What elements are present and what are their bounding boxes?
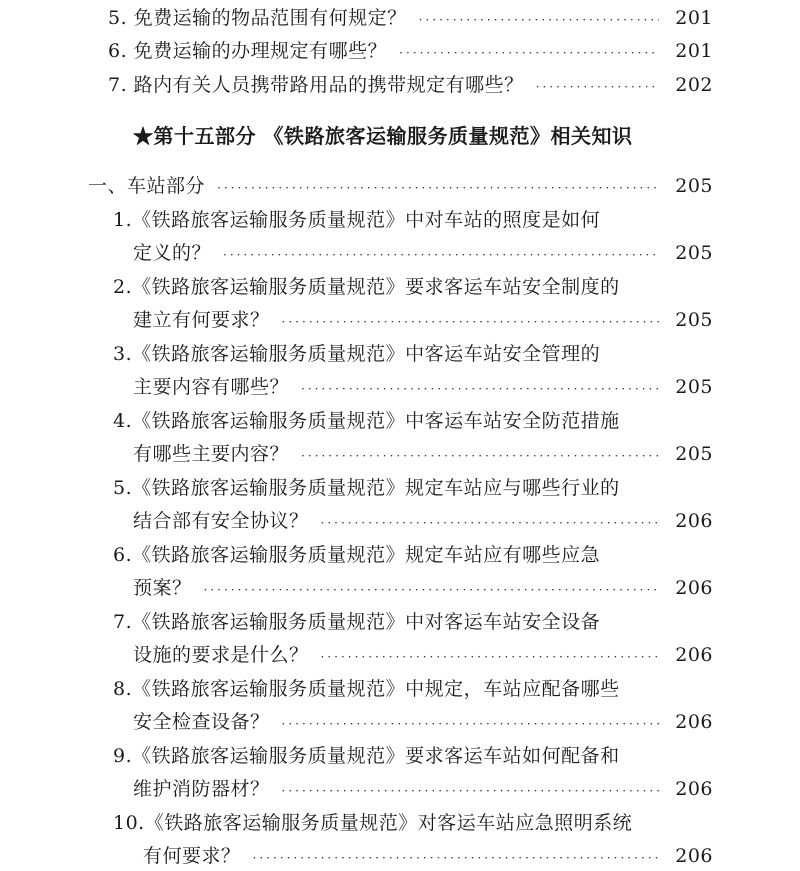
- section-heading: ★第十五部分 《铁路旅客运输服务质量规范》相关知识: [133, 124, 633, 148]
- toc-page-number: 206: [675, 711, 713, 733]
- leader-dots: [253, 845, 659, 871]
- leader-dots: [204, 577, 659, 603]
- toc-entry-line2: 有哪些主要内容？: [133, 443, 290, 465]
- toc-entry-line1: 8.《铁路旅客运输服务质量规范》中规定，车站应配备哪些: [113, 678, 620, 700]
- leader-dots: [282, 711, 659, 737]
- toc-entry-text: 7. 路内有关人员携带路用品的携带规定有哪些？: [108, 74, 524, 96]
- leader-dots: [223, 242, 659, 268]
- toc-page-number: 206: [675, 644, 713, 666]
- leader-dots: [301, 376, 659, 402]
- leader-dots: [419, 7, 659, 33]
- toc-page-number: 201: [675, 40, 713, 62]
- toc-entry: [133, 776, 713, 802]
- toc-entry-line2: 有何要求？: [143, 845, 241, 867]
- leader-dots: [217, 175, 659, 201]
- toc-entry: [133, 575, 713, 601]
- toc-entry: [133, 307, 713, 333]
- toc-entry-line1: 10.《铁路旅客运输服务质量规范》对客运车站应急照明系统: [113, 812, 633, 834]
- toc-page-number: 206: [675, 845, 713, 867]
- leader-dots: [282, 309, 659, 335]
- toc-entry-line2: 主要内容有哪些？: [133, 376, 290, 398]
- toc-page-number: 205: [675, 242, 713, 264]
- toc-entry-line1: 3.《铁路旅客运输服务质量规范》中客运车站安全管理的: [113, 343, 601, 365]
- leader-dots: [536, 74, 659, 100]
- toc-entry-text: 5. 免费运输的物品范围有何规定？: [108, 7, 407, 29]
- toc-entry-line2: 设施的要求是什么？: [133, 644, 309, 666]
- toc-entry-line1: 2.《铁路旅客运输服务质量规范》要求客运车站安全制度的: [113, 276, 620, 298]
- leader-dots: [301, 443, 659, 469]
- toc-entry: [108, 72, 713, 98]
- toc-page-number: 205: [675, 376, 713, 398]
- toc-entry: [133, 642, 713, 668]
- toc-page-number: 206: [675, 577, 713, 599]
- toc-page-number: 202: [675, 74, 713, 96]
- leader-dots: [282, 778, 659, 804]
- toc-entry-line1: 6.《铁路旅客运输服务质量规范》规定车站应有哪些应急: [113, 544, 601, 566]
- toc-entry: [108, 5, 713, 31]
- toc-page-number: 205: [675, 443, 713, 465]
- toc-entry: [133, 441, 713, 467]
- toc-entry-line2: 维护消防器材？: [133, 778, 270, 800]
- toc-entry-line1: 4.《铁路旅客运输服务质量规范》中客运车站安全防范措施: [113, 410, 620, 432]
- toc-entry: [133, 709, 713, 735]
- toc-subsection-text: 一、车站部分: [88, 175, 206, 197]
- toc-entry: [143, 843, 713, 869]
- toc-entry-text: 6. 免费运输的办理规定有哪些？: [108, 40, 388, 62]
- toc-entry: [133, 240, 713, 266]
- toc-entry-line2: 定义的？: [133, 242, 212, 264]
- toc-page-number: 201: [675, 7, 713, 29]
- leader-dots: [321, 510, 659, 536]
- leader-dots: [399, 40, 659, 66]
- toc-entry-line1: 1.《铁路旅客运输服务质量规范》中对车站的照度是如何: [113, 209, 601, 231]
- toc-entry-line2: 安全检查设备？: [133, 711, 270, 733]
- toc-entry-line1: 9.《铁路旅客运输服务质量规范》要求客运车站如何配备和: [113, 745, 620, 767]
- toc-entry-line1: 7.《铁路旅客运输服务质量规范》中对客运车站安全设备: [113, 611, 601, 633]
- toc-subsection: [88, 173, 713, 199]
- toc-page-number: 205: [675, 309, 713, 331]
- toc-page-number: 205: [675, 175, 713, 197]
- toc-entry-line2: 建立有何要求？: [133, 309, 270, 331]
- toc-entry: [108, 38, 713, 64]
- toc-page-number: 206: [675, 510, 713, 532]
- leader-dots: [321, 644, 659, 670]
- toc-entry-line2: 结合部有安全协议？: [133, 510, 309, 532]
- toc-entry-line1: 5.《铁路旅客运输服务质量规范》规定车站应与哪些行业的: [113, 477, 620, 499]
- toc-page-number: 206: [675, 778, 713, 800]
- toc-entry: [133, 374, 713, 400]
- toc-entry-line2: 预案？: [133, 577, 192, 599]
- toc-entry: [133, 508, 713, 534]
